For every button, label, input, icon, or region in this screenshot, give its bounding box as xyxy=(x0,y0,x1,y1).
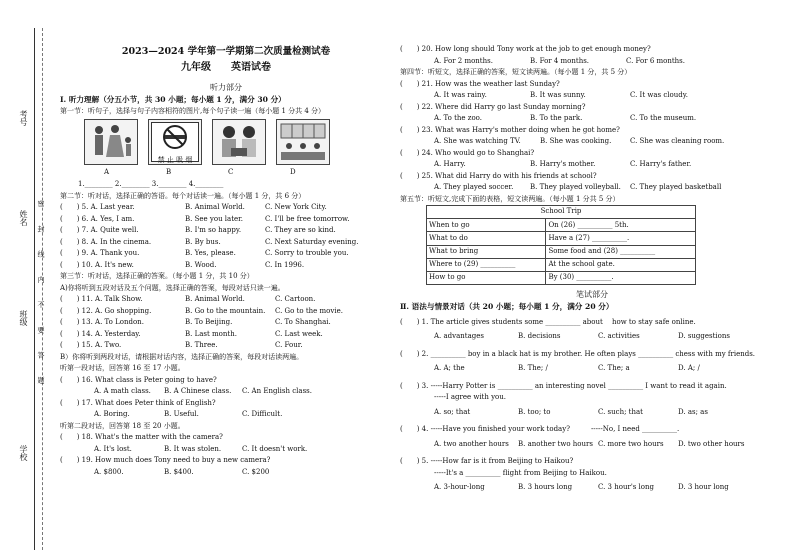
question-row: ( ) 15. A. Two. B. Three. C. Four. xyxy=(60,341,303,349)
grammar-question-4-options: A. two another hours B. another two hours C. more two hours D. two other hours xyxy=(434,439,745,448)
question-row: ( ) 8. A. In the cinema. B. By bus. C. Next Saturday evening. xyxy=(60,237,359,246)
question-16: ( ) 16. What class is Peter going to have? xyxy=(60,375,217,384)
question-18: ( ) 18. What's the matter with the camera? xyxy=(60,433,223,441)
written-part-title: 笔试部分 xyxy=(576,290,608,300)
question-row: ( ) 12. A. Go shopping. B. Go to the mountain. C. Go to the movie. xyxy=(60,306,343,315)
subject: 英语试卷 xyxy=(231,62,271,73)
question-24-options: A. Harry. B. Harry's mother. C. Harry's father. xyxy=(434,160,692,168)
table-title: School Trip xyxy=(427,206,696,219)
grammar-question-1: ( ) 1. The article gives students some __________ about how to stay safe online. xyxy=(400,317,696,326)
part-3a-questions xyxy=(60,294,392,352)
picture-letter: D xyxy=(290,168,296,176)
table-header-row xyxy=(427,206,696,219)
picture-letters xyxy=(60,167,392,179)
part-4-instruction: 第四节：听短文，选择正确的答案，短文读两遍。（每小题 1 分，共 5 分） xyxy=(400,68,632,76)
grammar-question-5-reply: -----It's a __________ flight from Beijing to Haikou. xyxy=(434,468,607,477)
question-20-options: A. For 2 months. B. For 4 months. C. For 6 months. xyxy=(434,56,685,65)
class-label: 班级 xyxy=(19,310,28,326)
grammar-question-5: ( ) 5. -----How far is it from Beijing to Haikou? xyxy=(400,457,574,466)
table-row: Where to (29) __________ At the school gate. xyxy=(427,258,696,271)
table-row: How to go By (30) __________. xyxy=(427,271,696,284)
part-2-questions xyxy=(60,202,392,271)
part-2-instruction: 第二节：听对话，选择正确的答语。每个对话读一遍。（每小题 1 分，共 6 分） xyxy=(60,191,306,200)
grammar-question-1-options: A. advantages B. decisions C. activities D. suggestions xyxy=(434,332,730,341)
part-3a-instruction: A)你将听到五段对话及五个问题，选择正确的答案，每段对话只读一遍。 xyxy=(60,283,285,292)
grammar-question-2: ( ) 2. __________ boy in a black hat is my brother. He often plays __________ chess with my friends. xyxy=(400,349,756,358)
grammar-question-2-options: A. A; the B. The; / C. The; a D. A; / xyxy=(434,364,700,373)
question-22-options: A. To the zoo. B. To the park. C. To the museum. xyxy=(434,114,697,122)
exam-number-label: 考号 xyxy=(19,110,28,126)
dialogue-2-instruction: 听第二段对话，回答第 18 至 20 小题。 xyxy=(60,421,185,430)
school-trip-table xyxy=(426,205,696,285)
left-column xyxy=(60,0,392,478)
right-column xyxy=(400,44,784,494)
question-23-options: A. She was watching TV. B. She was cooking. C. She was cleaning room. xyxy=(434,137,725,145)
question-25-options: A. They played soccer. B. They played volleyball. C. They played basketball xyxy=(434,183,722,191)
binding-rule xyxy=(34,28,35,550)
question-row: ( ) 10. A. It's new. B. Wood. C. In 1996. xyxy=(60,260,305,269)
question-19-options: A. $800. B. $400. C. $200 xyxy=(94,467,270,476)
question-16-options: A. A math class. B. A Chinese class. C. An English class. xyxy=(94,387,312,395)
part-3b-instruction: B）你将听到两段对话，请根据对话内容，选择正确的答案，每段对话读两遍。 xyxy=(60,352,304,361)
grammar-question-5-options: A. 3-hour-long B. 3 hours long C. 3 hour's long D. 3 hour long xyxy=(434,483,729,492)
picture-row xyxy=(60,119,392,167)
picture-letter: A xyxy=(104,168,110,176)
question-row: ( ) 6. A. Yes, I am. B. See you later. C. I'll be free tomorrow. xyxy=(60,214,350,223)
grade-subject xyxy=(60,62,392,82)
listening-part-title: 听力部分 xyxy=(210,83,242,92)
seal-warning: 密 封 线 内 不 要 答 题 xyxy=(37,200,45,392)
picture-letter: B xyxy=(166,168,172,176)
question-22: ( ) 22. Where did Harry go last Sunday morning? xyxy=(400,102,586,111)
table-row: What to bring Some food and (28) __________ xyxy=(427,245,696,258)
grammar-question-3-reply: -----I agree with you. xyxy=(434,393,507,402)
dialogue-1-instruction: 听第一段对话，回答第 16 至 17 小题。 xyxy=(60,364,185,372)
question-23: ( ) 23. What was Harry's mother doing when he got home? xyxy=(400,125,620,134)
binding-margin xyxy=(0,0,48,560)
no-smoking-sign xyxy=(151,122,199,162)
part-5-instruction: 第五节：听短文,完成下面的表格，短文读两遍。（每小题 1 分共 5 分） xyxy=(400,194,620,203)
school-label: 学校 xyxy=(19,445,28,461)
question-row: ( ) 14. A. Yesterday. B. Last month. C. Last week. xyxy=(60,329,323,338)
question-21: ( ) 21. How was the weather last Sunday? xyxy=(400,79,560,88)
question-18-options: A. It's lost. B. It was stolen. C. It doesn't work. xyxy=(94,444,308,453)
question-row: ( ) 13. A. To London. B. To Beijing. C. To Shanghai. xyxy=(60,318,331,326)
grammar-question-3-options: A. so; that B. too; to C. such; that D. as; as xyxy=(434,407,708,416)
classroom-picture xyxy=(276,119,330,165)
question-row: ( ) 11. A. Talk Show. B. Animal World. C. Cartoon. xyxy=(60,295,316,303)
part-3-instruction: 第三节：听对话，选择正确的答案。（每小题 1 分，共 10 分） xyxy=(60,272,254,280)
grammar-question-3: ( ) 3. -----Harry Potter is __________ an interesting novel __________ I want to read it again. xyxy=(400,381,727,390)
answer-blanks-1-4: 1.________ 2.________ 3.________ 4.________ xyxy=(78,180,224,188)
boys-reading-picture xyxy=(212,119,266,165)
question-20: ( ) 20. How long should Tony work at the job to get enough money? xyxy=(400,45,651,53)
question-17: ( ) 17. What does Peter think of English? xyxy=(60,398,216,407)
question-row: ( ) 9. A. Thank you. B. Yes, please. C. Sorry to trouble you. xyxy=(60,249,349,257)
table-row: When to go On (26) __________ 5th. xyxy=(427,219,696,232)
grade: 九年级 xyxy=(181,62,211,73)
no-smoking-text: 禁 止 吸 烟 xyxy=(157,155,193,164)
section-2-heading: Ⅱ. 语法与情景对话（共 20 小题；每小题 1 分，满分 20 分） xyxy=(400,302,614,312)
table-row: What to do Have a (27) __________. xyxy=(427,232,696,245)
question-19: ( ) 19. How much does Tony need to buy a new camera? xyxy=(60,456,271,464)
grammar-question-4: ( ) 4. -----Have you finished your work today? -----No, I need __________. xyxy=(400,425,680,434)
family-walking-picture xyxy=(84,119,138,165)
question-21-options: A. It was rainy. B. It was sunny. C. It was cloudy. xyxy=(434,91,688,99)
question-17-options: A. Boring. B. Useful. C. Difficult. xyxy=(94,410,283,418)
question-row: ( ) 7. A. Quite well. B. I'm so happy. C. They are so kind. xyxy=(60,226,336,234)
question-25: ( ) 25. What did Harry do with his friends at school? xyxy=(400,171,597,180)
exam-title: 2023—2024 学年第一学期第二次质量检测试卷 xyxy=(121,46,331,57)
name-label: 姓名 xyxy=(19,210,28,226)
section-1-heading: Ⅰ. 听力理解（分五小节，共 30 小题；每小题 1 分，满分 30 分） xyxy=(60,95,286,104)
question-row: ( ) 5. A. Last year. B. Animal World. C. New York City. xyxy=(60,203,327,211)
question-24: ( ) 24. Who would go to Shanghai? xyxy=(400,148,535,157)
no-smoking-sign-picture xyxy=(148,119,202,165)
picture-letter: C xyxy=(228,168,234,176)
part-1-instruction: 第一节：听句子，选择与句子内容相符的图片,每个句子读一遍（每小题 1 分共 4 分） xyxy=(60,106,326,115)
